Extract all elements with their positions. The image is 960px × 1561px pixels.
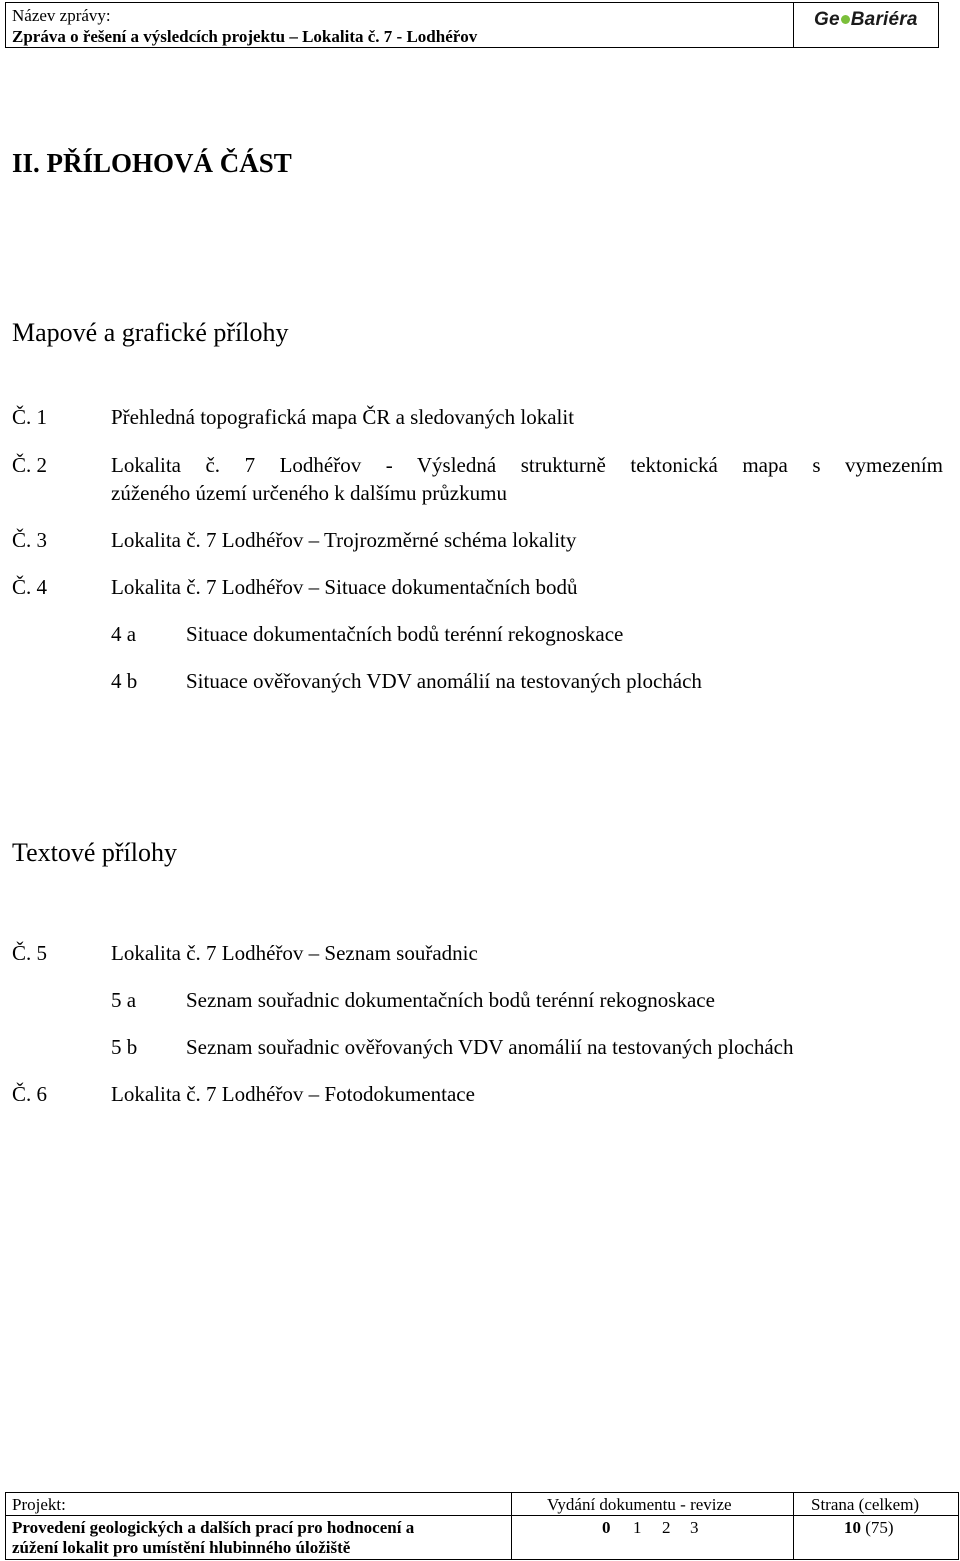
page-current: 10 xyxy=(844,1518,861,1537)
subitem-text: Situace ověřovaných VDV anomálií na testovaných plochách xyxy=(186,669,702,693)
revision-label: Vydání dokumentu - revize xyxy=(547,1495,732,1514)
subitem-number: 5 b xyxy=(111,1035,138,1059)
footer-divider xyxy=(793,1493,794,1559)
item-text: Lokalita č. 7 Lodhéřov - Výsledná strukturně tektonická mapa s vymezením xyxy=(111,453,943,477)
header-divider xyxy=(793,3,794,47)
project-name-line1: Provedení geologických a dalších prací pro hodnocení a xyxy=(12,1518,415,1537)
page-label: Strana (celkem) xyxy=(811,1495,920,1514)
page-footer xyxy=(5,1492,959,1560)
subitem-number: 4 b xyxy=(111,669,138,693)
item-number: Č. 1 xyxy=(12,405,48,429)
revision-number: 3 xyxy=(690,1518,699,1537)
item-number: Č. 3 xyxy=(12,528,48,552)
item-text: Lokalita č. 7 Lodhéřov – Trojrozměrné schéma lokality xyxy=(111,528,577,552)
item-text: Lokalita č. 7 Lodhéřov – Seznam souřadnic xyxy=(111,941,478,965)
subitem-number: 4 a xyxy=(111,622,137,646)
footer-divider xyxy=(511,1493,512,1559)
subitem-text: Seznam souřadnic dokumentačních bodů terénní rekognoskace xyxy=(186,988,715,1012)
subitem-text: Seznam souřadnic ověřovaných VDV anomálií na testovaných plochách xyxy=(186,1035,794,1059)
footer-row-divider xyxy=(6,1515,958,1516)
maps-heading: Mapové a grafické přílohy xyxy=(12,318,289,347)
page-number xyxy=(844,1518,894,1538)
revision-number: 2 xyxy=(662,1518,671,1537)
item-text: Přehledná topografická mapa ČR a sledovaných lokalit xyxy=(111,405,575,429)
subitem-text: Situace dokumentačních bodů terénní rekognoskace xyxy=(186,622,624,646)
texts-heading: Textové přílohy xyxy=(12,838,177,867)
project-name-line2: zúžení lokalit pro umístění hlubinného úložiště xyxy=(12,1538,351,1557)
section-title: II. PŘÍLOHOVÁ ČÁST xyxy=(12,148,292,178)
page-header xyxy=(5,2,939,48)
report-name-label: Název zprávy: xyxy=(12,6,111,25)
page-total: (75) xyxy=(865,1518,894,1537)
item-text-continuation: zúženého území určeného k dalšímu průzkumu xyxy=(111,481,507,505)
geobariera-logo xyxy=(814,9,918,31)
item-text: Lokalita č. 7 Lodhéřov – Situace dokumentačních bodů xyxy=(111,575,578,599)
item-number: Č. 5 xyxy=(12,941,48,965)
project-label: Projekt: xyxy=(12,1495,66,1514)
item-number: Č. 4 xyxy=(12,575,48,599)
logo-text-bariera: Bariéra xyxy=(850,9,918,30)
logo-text-ge: Ge xyxy=(814,9,840,30)
revision-number: 1 xyxy=(633,1518,642,1537)
subitem-number: 5 a xyxy=(111,988,137,1012)
item-text: Lokalita č. 7 Lodhéřov – Fotodokumentace xyxy=(111,1082,475,1106)
report-title: Zpráva o řešení a výsledcích projektu – Lokalita č. 7 - Lodhéřov xyxy=(12,27,478,46)
revision-number-current: 0 xyxy=(602,1518,611,1537)
item-number: Č. 6 xyxy=(12,1082,48,1106)
logo-dot-icon xyxy=(841,15,850,24)
item-number: Č. 2 xyxy=(12,453,48,477)
